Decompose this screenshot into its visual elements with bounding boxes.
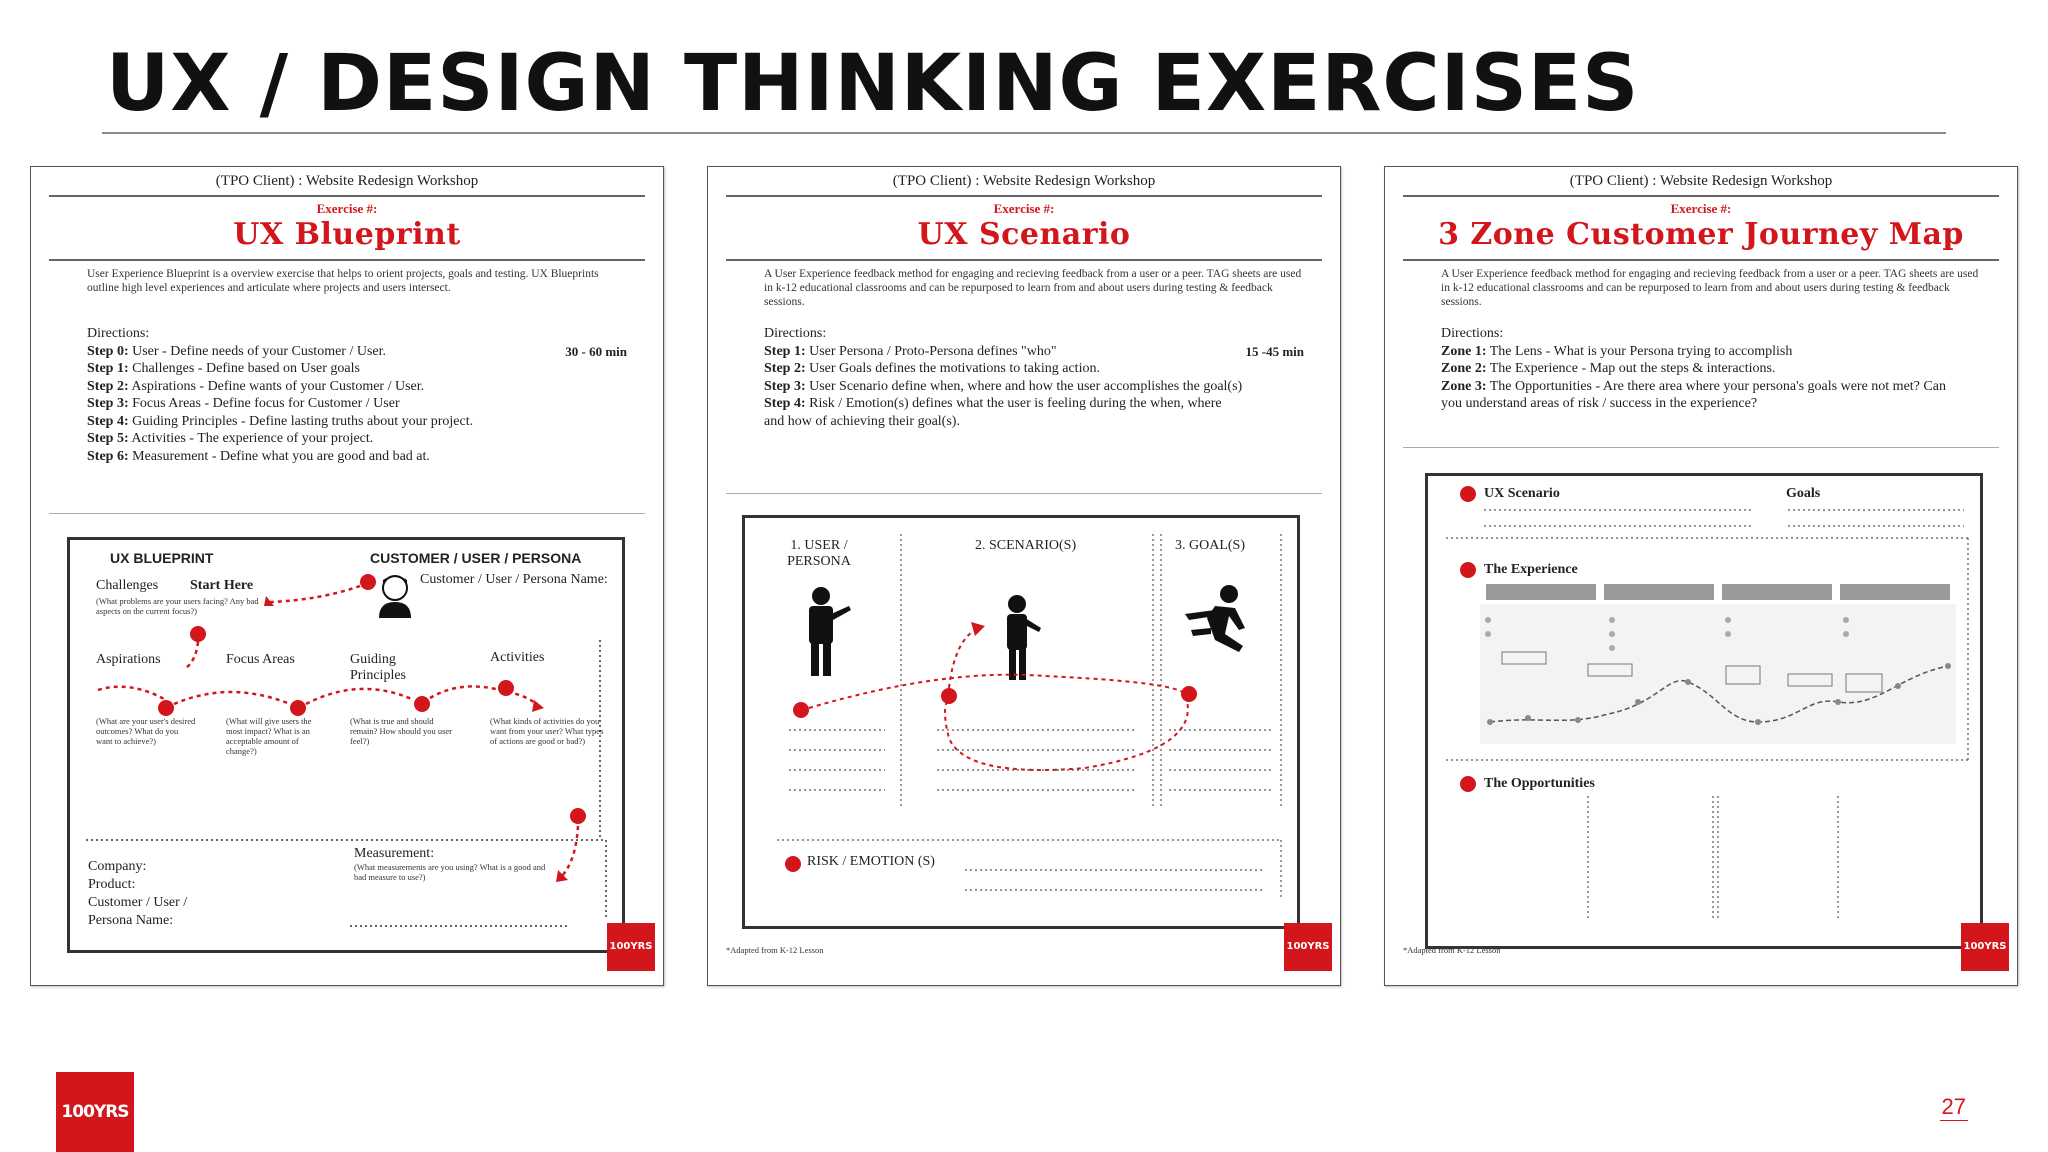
- step-item: Step 0: User - Define needs of your Customer / User.: [87, 343, 387, 359]
- company-block: Company: Product: Customer / User / Persona Name:: [88, 859, 188, 928]
- exercise-label: Exercise #:: [1670, 201, 1732, 216]
- step-item: Step 2: Aspirations - Define wants of your Customer / User.: [87, 378, 425, 394]
- exercise-label: Exercise #:: [993, 201, 1055, 216]
- divider: [1403, 195, 1999, 197]
- step-item: Zone 1: The Lens - What is your Persona trying to accomplish: [1441, 343, 1793, 359]
- step-item: Step 1: User Persona / Proto-Persona defines "who": [764, 343, 1057, 359]
- sheet-header: (TPO Client) : Website Redesign Workshop: [1569, 173, 1833, 189]
- user-persona-heading: 1. USER / PERSONA: [787, 538, 851, 569]
- divider: [726, 259, 1322, 261]
- divider: [726, 195, 1322, 197]
- runner-icon: [1185, 585, 1245, 652]
- slide-title: UX / DESIGN THINKING EXERCISES: [106, 39, 1640, 129]
- ux-scenario-label: UX Scenario: [1484, 486, 1560, 501]
- exercise-title: UX Blueprint: [233, 217, 461, 252]
- divider: [49, 513, 645, 514]
- sheet-header: (TPO Client) : Website Redesign Workshop: [892, 173, 1156, 189]
- directions: [1441, 325, 1999, 413]
- step-item: Step 1: Challenges - Define based on User goals: [87, 361, 360, 376]
- ux-scenario-sheet: [707, 166, 1341, 986]
- goals-label: Goals: [1786, 486, 1821, 501]
- persona-name-label: Customer / User / Persona Name:: [420, 572, 608, 587]
- divider: [1403, 447, 1999, 448]
- footnote: *Adapted from K-12 Lesson: [726, 945, 824, 955]
- focus-areas-question: (What will give users the most impact? What is an acceptable amount of change?): [226, 716, 312, 756]
- duration: 30 - 60 min: [565, 344, 627, 359]
- phone-user-icon: [1007, 595, 1041, 680]
- step-item: Step 4: Guiding Principles - Define lasting truths about your project.: [87, 413, 474, 429]
- directions-label: Directions:: [1441, 326, 1504, 341]
- step-item: Step 3: Focus Areas - Define focus for Customer / User: [87, 396, 400, 411]
- guiding-principles-question: (What is true and should remain? How should you user feel?): [350, 716, 452, 746]
- brand-logo: 100YRS: [1961, 923, 2009, 971]
- challenges-question: (What problems are your users facing? Any bad aspects on the current focus?): [96, 596, 259, 616]
- directions: [87, 325, 645, 465]
- start-here-label: Start Here: [190, 578, 254, 593]
- exercise-title: UX Scenario: [917, 217, 1131, 252]
- step-item: Step 3: User Scenario define when, where and how the user accomplishes the goal(s): [764, 378, 1243, 394]
- brand-logo: 100YRS: [1284, 923, 1332, 971]
- step-item: Step 6: Measurement - Define what you are good and bad at.: [87, 448, 430, 464]
- opportunities-marker: [1460, 776, 1476, 792]
- measurement-label: Measurement:: [354, 846, 435, 861]
- divider: [726, 493, 1322, 494]
- persona-title: CUSTOMER / USER / PERSONA: [370, 550, 582, 566]
- brand-logo: 100YRS: [56, 1072, 134, 1152]
- step-item: Step 5: Activities - The experience of your project.: [87, 431, 374, 446]
- directions-label: Directions:: [764, 326, 827, 341]
- divider: [49, 259, 645, 261]
- risk-emotion-label: RISK / EMOTION (S): [807, 854, 935, 869]
- step-item: Zone 3: The Opportunities - Are there area where your persona's goals were not met? Can you understand areas of risk / success in the experience?: [1441, 378, 1946, 411]
- title-divider: [102, 132, 1946, 134]
- standing-person-icon: [809, 587, 851, 676]
- sheet-header: (TPO Client) : Website Redesign Workshop: [215, 173, 479, 189]
- ux-blueprint-sheet: [30, 166, 664, 986]
- page-number: 27: [1941, 1094, 1966, 1119]
- duration: 15 -45 min: [1245, 344, 1304, 359]
- blueprint-diagram: [67, 537, 625, 953]
- activities-label: Activities: [490, 650, 545, 665]
- exercise-description: A User Experience feedback method for engaging and recieving feedback from a user or a peer. TAG sheets are used in k-12 educational classrooms and can be repurposed to learn from and about users during testing & feedback sessions.: [1441, 268, 1979, 308]
- aspirations-question: (What are your user's desired outcomes? What do you want to achieve?): [96, 716, 196, 746]
- divider: [49, 195, 645, 197]
- challenges-label: Challenges: [96, 578, 159, 593]
- scenario-diagram: [742, 515, 1300, 929]
- divider: [1403, 259, 1999, 261]
- measurement-question: (What measurements are you using? What is a good and bad measure to use?): [354, 862, 546, 882]
- page-number-underline: [1940, 1120, 1968, 1121]
- experience-label: The Experience: [1484, 562, 1578, 577]
- exercise-description: User Experience Blueprint is a overview exercise that helps to orient projects, goals and testing. UX Blueprints outline high level experiences and articulate where projects and users intersect.: [87, 268, 599, 294]
- blueprint-title: UX BLUEPRINT: [110, 550, 214, 566]
- focus-areas-label: Focus Areas: [226, 652, 295, 667]
- directions-label: Directions:: [87, 326, 150, 341]
- step-item: Zone 2: The Experience - Map out the steps & interactions.: [1441, 361, 1776, 376]
- opportunities-label: The Opportunities: [1484, 776, 1595, 791]
- journey-curve: [1428, 476, 1980, 946]
- guiding-principles-label: Guiding Principles: [350, 652, 406, 683]
- aspirations-label: Aspirations: [96, 652, 161, 667]
- step-item: Step 4: Risk / Emotion(s) defines what the user is feeling during the when, where and how of achieving their goal(s).: [764, 396, 1222, 429]
- exercise-label: Exercise #:: [316, 201, 378, 216]
- journey-map-diagram: [1425, 473, 1983, 949]
- exercise-title: 3 Zone Customer Journey Map: [1438, 217, 1964, 252]
- scenarios-heading: 2. SCENARIO(S): [975, 538, 1077, 553]
- step-item: Step 2: User Goals defines the motivations to taking action.: [764, 361, 1100, 376]
- exercise-description: A User Experience feedback method for engaging and recieving feedback from a user or a peer. TAG sheets are used in k-12 educational classrooms and can be repurposed to learn from and about users during testing & feedback sessions.: [764, 268, 1302, 308]
- goals-heading: 3. GOAL(S): [1175, 538, 1245, 553]
- brand-logo: 100YRS: [607, 923, 655, 971]
- footnote: *Adapted from K-12 Lesson: [1403, 945, 1501, 955]
- journey-map-sheet: [1384, 166, 2018, 986]
- directions: [764, 325, 1322, 430]
- activities-question: (What kinds of activities do you want from your user? What types of actions are good or bad?): [490, 716, 604, 746]
